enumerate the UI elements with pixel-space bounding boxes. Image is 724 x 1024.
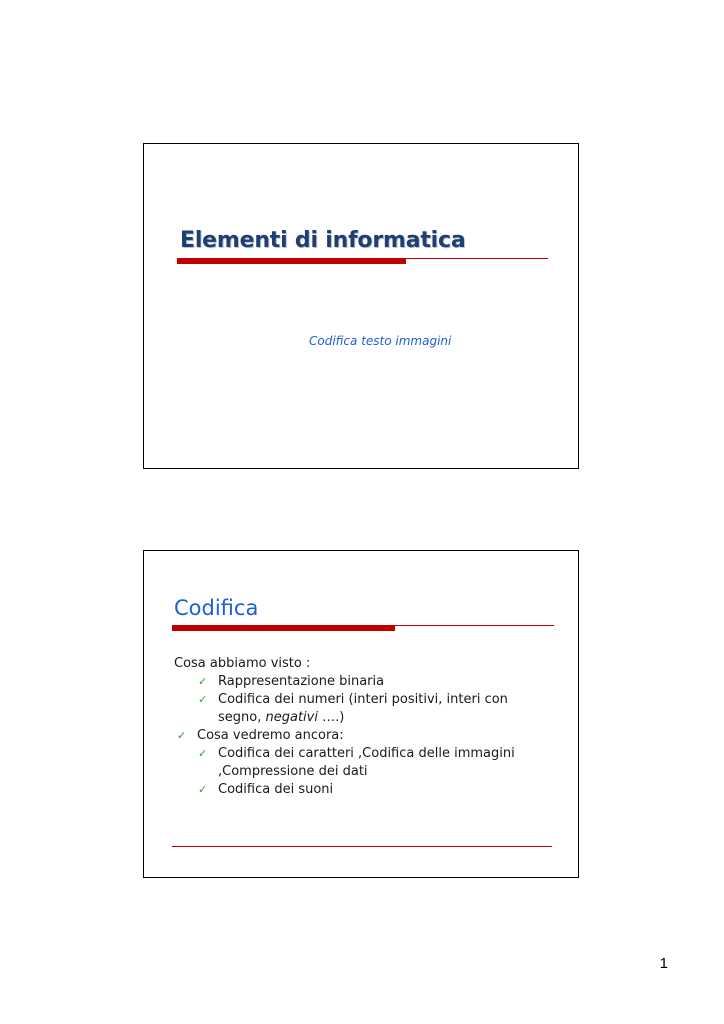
- slide-2: [143, 550, 579, 878]
- list-item-text: Codifica dei caratteri ,Codifica delle immagini: [218, 746, 515, 761]
- slide-title: Elementi di informatica: [180, 228, 466, 253]
- list-item-text: Codifica dei numeri (interi positivi, interi con: [218, 692, 508, 707]
- slide-1: [143, 143, 579, 469]
- checkmark-icon: ✓: [198, 747, 208, 760]
- list-item: [174, 745, 554, 763]
- list-item: [174, 673, 554, 691]
- list-item-emphasis: negativi: [265, 710, 318, 725]
- list-item-text: Codifica dei suoni: [218, 782, 334, 797]
- list-item-continuation: [174, 709, 554, 727]
- page-number: 1: [659, 955, 668, 972]
- list-item-text: Rappresentazione binaria: [218, 674, 385, 689]
- list-item: [174, 727, 554, 745]
- title-underline-thick: [172, 626, 395, 631]
- checkmark-icon: ✓: [198, 675, 208, 688]
- list-item-text: ….): [317, 710, 345, 725]
- list-item-text: Cosa vedremo ancora:: [197, 728, 344, 743]
- checkmark-icon: ✓: [177, 729, 187, 742]
- body-line: Cosa abbiamo visto :: [174, 656, 311, 671]
- list-item-text: ,Compressione dei dati: [218, 764, 368, 779]
- checkmark-icon: ✓: [198, 693, 208, 706]
- slide-title: Codifica: [174, 596, 259, 620]
- footer-divider: [172, 846, 552, 847]
- list-item: [174, 781, 554, 799]
- list-item-text: segno,: [218, 710, 266, 725]
- title-underline-thick: [177, 259, 406, 264]
- list-item: [174, 691, 554, 709]
- slide-body: [174, 655, 554, 799]
- list-item-continuation: [174, 763, 554, 781]
- slide-subtitle: Codifica testo immagini: [309, 334, 452, 348]
- checkmark-icon: ✓: [198, 783, 208, 796]
